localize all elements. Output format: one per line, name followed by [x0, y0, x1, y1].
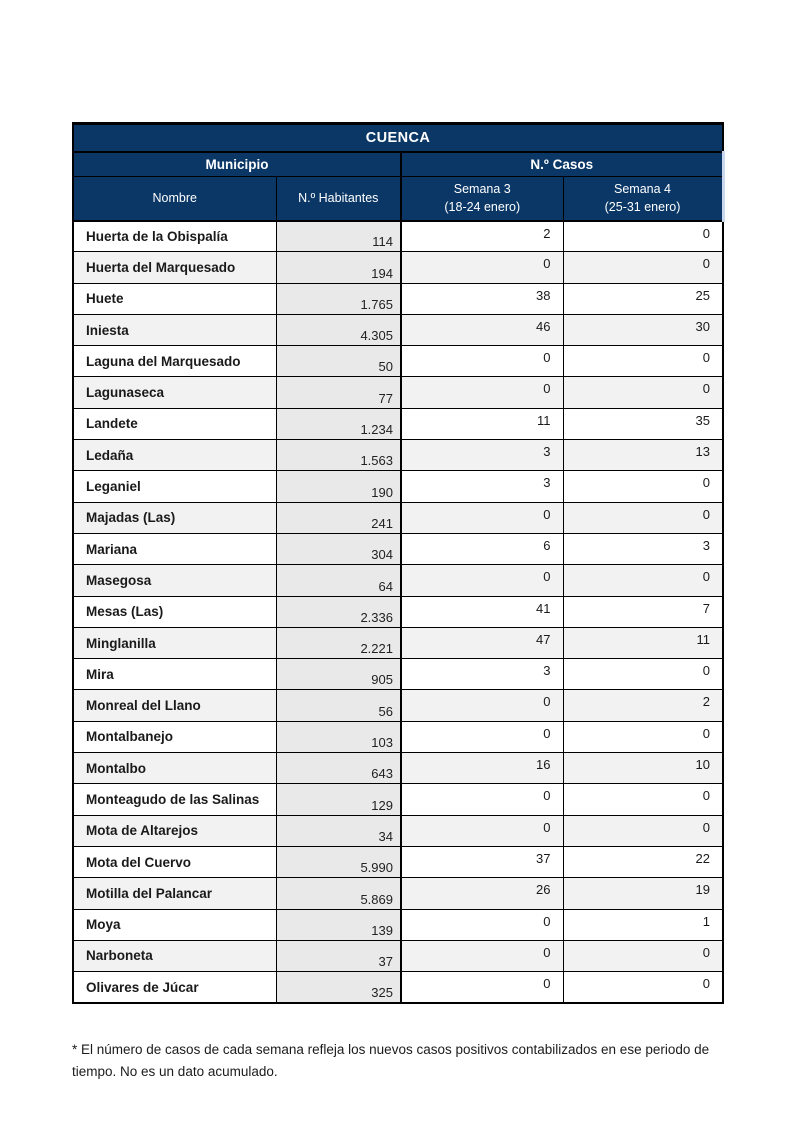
- semana3-cases-cell: 38: [401, 283, 563, 314]
- semana4-cases-cell: 0: [563, 252, 723, 283]
- semana3-cases-cell: 2: [401, 221, 563, 252]
- municipality-name-cell: Montalbo: [73, 753, 276, 784]
- semana3-cases-cell: 3: [401, 440, 563, 471]
- municipality-name-cell: Huerta de la Obispalía: [73, 221, 276, 252]
- semana3-cases-cell: 0: [401, 721, 563, 752]
- municipality-name-cell: Laguna del Marquesado: [73, 346, 276, 377]
- group-header-municipio: Municipio: [73, 152, 401, 177]
- habitantes-cell: 56: [276, 690, 401, 721]
- semana3-cases-cell: 0: [401, 940, 563, 971]
- municipality-cases-table: [72, 122, 725, 1004]
- semana3-cases-cell: 3: [401, 659, 563, 690]
- municipality-name-cell: Lagunaseca: [73, 377, 276, 408]
- semana3-cases-cell: 0: [401, 252, 563, 283]
- semana3-cases-cell: 6: [401, 533, 563, 564]
- habitantes-cell: 1.765: [276, 283, 401, 314]
- semana3-cases-cell: 0: [401, 972, 563, 1003]
- municipality-name-cell: Montalbanejo: [73, 721, 276, 752]
- habitantes-cell: 50: [276, 346, 401, 377]
- semana3-cases-cell: 26: [401, 878, 563, 909]
- table-row: [73, 721, 723, 752]
- habitantes-cell: 325: [276, 972, 401, 1003]
- municipality-name-cell: Ledaña: [73, 440, 276, 471]
- semana4-cases-cell: 19: [563, 878, 723, 909]
- table-row: [73, 408, 723, 439]
- municipality-name-cell: Monreal del Llano: [73, 690, 276, 721]
- semana4-cases-cell: 11: [563, 627, 723, 658]
- column-header-semana3: [401, 177, 563, 221]
- habitantes-cell: 129: [276, 784, 401, 815]
- habitantes-cell: 2.221: [276, 627, 401, 658]
- municipality-name-cell: Landete: [73, 408, 276, 439]
- municipality-name-cell: Mesas (Las): [73, 596, 276, 627]
- municipality-name-cell: Masegosa: [73, 565, 276, 596]
- habitantes-cell: 34: [276, 815, 401, 846]
- municipality-name-cell: Mariana: [73, 533, 276, 564]
- semana4-cases-cell: 0: [563, 721, 723, 752]
- semana3-cases-cell: 0: [401, 502, 563, 533]
- habitantes-cell: 64: [276, 565, 401, 596]
- semana4-cases-cell: 35: [563, 408, 723, 439]
- table-row: [73, 909, 723, 940]
- habitantes-cell: 304: [276, 533, 401, 564]
- semana3-cases-cell: 0: [401, 346, 563, 377]
- semana4-dates: (25-31 enero): [604, 200, 681, 215]
- habitantes-cell: 905: [276, 659, 401, 690]
- table-column-header-row: [73, 177, 723, 221]
- table-row: [73, 596, 723, 627]
- semana4-cases-cell: 0: [563, 346, 723, 377]
- semana4-cases-cell: 0: [563, 784, 723, 815]
- municipality-name-cell: Huerta del Marquesado: [73, 252, 276, 283]
- semana3-cases-cell: 0: [401, 377, 563, 408]
- footnote-text: * El número de casos de cada semana refleja los nuevos casos positivos contabilizados en ese periodo de tiempo. No es un dato acumulado.: [72, 1042, 710, 1079]
- semana3-cases-cell: 11: [401, 408, 563, 439]
- table-row: [73, 940, 723, 971]
- table-row: [73, 221, 723, 252]
- semana3-cases-cell: 0: [401, 784, 563, 815]
- table-row: [73, 878, 723, 909]
- habitantes-cell: 77: [276, 377, 401, 408]
- semana3-cases-cell: 37: [401, 846, 563, 877]
- semana3-cases-cell: 16: [401, 753, 563, 784]
- municipality-name-cell: Huete: [73, 283, 276, 314]
- semana4-cases-cell: 30: [563, 314, 723, 345]
- table-title-row: [73, 124, 723, 152]
- table-row: [73, 533, 723, 564]
- table-row: [73, 471, 723, 502]
- habitantes-cell: 194: [276, 252, 401, 283]
- semana3-cases-cell: 47: [401, 627, 563, 658]
- semana4-cases-cell: 22: [563, 846, 723, 877]
- table-row: [73, 440, 723, 471]
- habitantes-cell: 5.990: [276, 846, 401, 877]
- table-row: [73, 627, 723, 658]
- semana3-cases-cell: 0: [401, 565, 563, 596]
- semana4-cases-cell: 0: [563, 565, 723, 596]
- table-row: [73, 972, 723, 1003]
- municipality-name-cell: Leganiel: [73, 471, 276, 502]
- semana3-label: Semana 3: [453, 182, 511, 197]
- municipality-name-cell: Iniesta: [73, 314, 276, 345]
- group-header-casos: N.º Casos: [401, 152, 723, 177]
- habitantes-cell: 1.563: [276, 440, 401, 471]
- table-body: [73, 221, 723, 1003]
- table-row: [73, 252, 723, 283]
- habitantes-cell: 643: [276, 753, 401, 784]
- semana4-cases-cell: 3: [563, 533, 723, 564]
- municipality-name-cell: Narboneta: [73, 940, 276, 971]
- habitantes-cell: 190: [276, 471, 401, 502]
- semana4-cases-cell: 13: [563, 440, 723, 471]
- municipality-name-cell: Mota de Altarejos: [73, 815, 276, 846]
- semana3-cases-cell: 0: [401, 909, 563, 940]
- municipality-name-cell: Monteagudo de las Salinas: [73, 784, 276, 815]
- habitantes-cell: 4.305: [276, 314, 401, 345]
- habitantes-cell: 114: [276, 221, 401, 252]
- column-header-nombre: Nombre: [73, 177, 276, 221]
- semana3-cases-cell: 3: [401, 471, 563, 502]
- semana4-cases-cell: 0: [563, 471, 723, 502]
- province-title: CUENCA: [73, 124, 723, 152]
- habitantes-cell: 103: [276, 721, 401, 752]
- semana3-cases-cell: 0: [401, 690, 563, 721]
- table-row: [73, 346, 723, 377]
- municipality-name-cell: Olivares de Júcar: [73, 972, 276, 1003]
- municipality-name-cell: Minglanilla: [73, 627, 276, 658]
- column-header-semana4: [563, 177, 723, 221]
- semana4-cases-cell: 0: [563, 221, 723, 252]
- semana4-cases-cell: 0: [563, 659, 723, 690]
- table-row: [73, 846, 723, 877]
- semana4-cases-cell: 0: [563, 972, 723, 1003]
- habitantes-cell: 241: [276, 502, 401, 533]
- table-row: [73, 659, 723, 690]
- table-row: [73, 377, 723, 408]
- semana4-cases-cell: 10: [563, 753, 723, 784]
- table-row: [73, 502, 723, 533]
- municipality-name-cell: Mira: [73, 659, 276, 690]
- semana4-cases-cell: 0: [563, 815, 723, 846]
- table-row: [73, 314, 723, 345]
- table-group-header-row: [73, 152, 723, 177]
- table-row: [73, 784, 723, 815]
- table-row: [73, 565, 723, 596]
- semana4-cases-cell: 0: [563, 940, 723, 971]
- habitantes-cell: 139: [276, 909, 401, 940]
- municipality-name-cell: Moya: [73, 909, 276, 940]
- habitantes-cell: 5.869: [276, 878, 401, 909]
- table-row: [73, 283, 723, 314]
- municipality-name-cell: Motilla del Palancar: [73, 878, 276, 909]
- habitantes-cell: 37: [276, 940, 401, 971]
- semana3-cases-cell: 0: [401, 815, 563, 846]
- table-row: [73, 815, 723, 846]
- semana4-cases-cell: 0: [563, 377, 723, 408]
- table-row: [73, 690, 723, 721]
- column-header-habitantes: N.º Habitantes: [276, 177, 401, 221]
- semana4-cases-cell: 2: [563, 690, 723, 721]
- semana3-dates: (18-24 enero): [444, 200, 521, 215]
- municipality-name-cell: Majadas (Las): [73, 502, 276, 533]
- habitantes-cell: 2.336: [276, 596, 401, 627]
- municipality-name-cell: Mota del Cuervo: [73, 846, 276, 877]
- table-row: [73, 753, 723, 784]
- habitantes-cell: 1.234: [276, 408, 401, 439]
- semana3-cases-cell: 41: [401, 596, 563, 627]
- semana4-cases-cell: 25: [563, 283, 723, 314]
- semana4-cases-cell: 7: [563, 596, 723, 627]
- semana3-cases-cell: 46: [401, 314, 563, 345]
- semana4-label: Semana 4: [614, 182, 671, 197]
- semana4-cases-cell: 0: [563, 502, 723, 533]
- semana4-cases-cell: 1: [563, 909, 723, 940]
